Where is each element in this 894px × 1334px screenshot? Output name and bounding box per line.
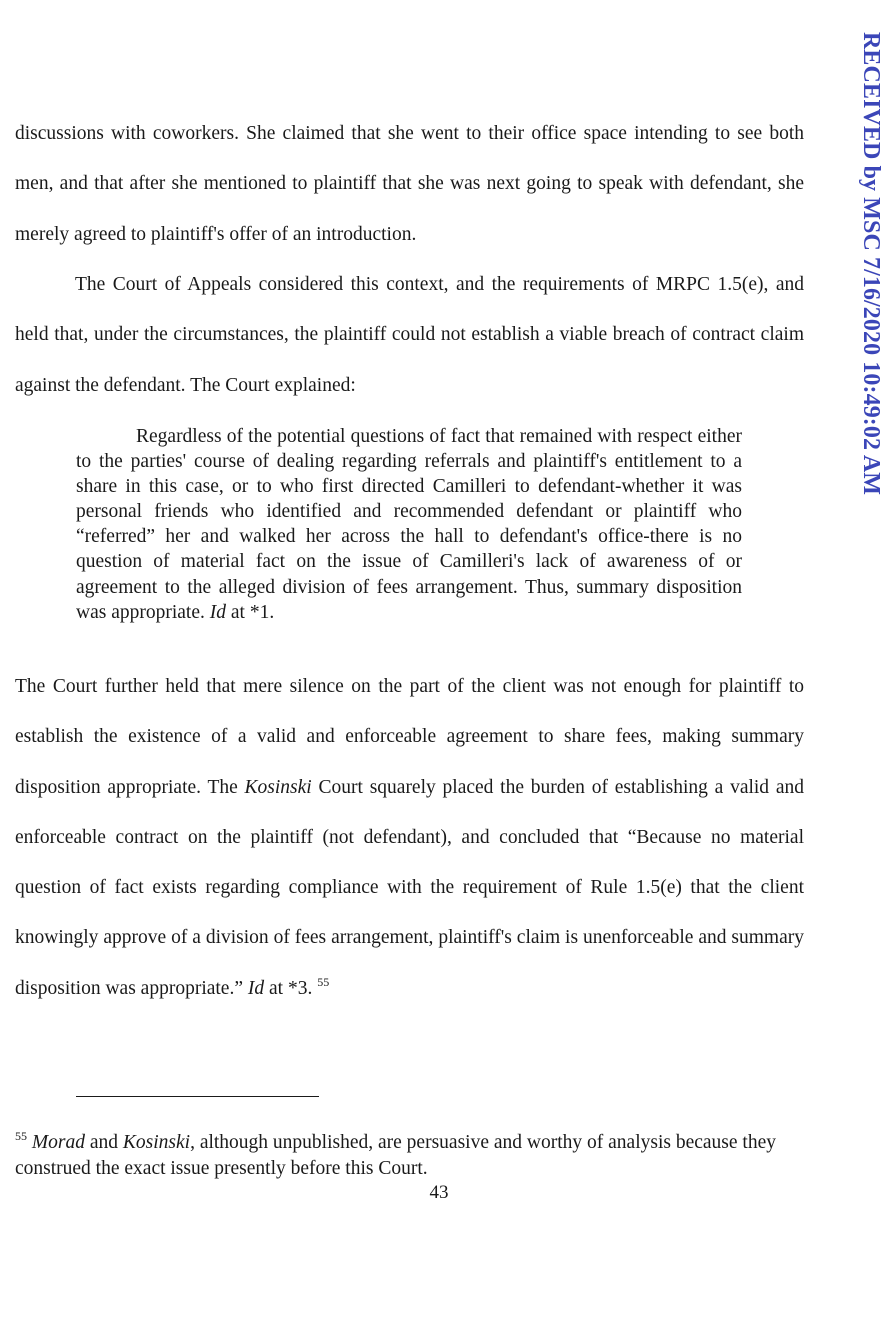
- block-quote: [76, 424, 742, 625]
- footnote-text-b: , although unpublished, are persuasive and worthy of analysis because they construed the exact issue presently before this Court.: [15, 1132, 776, 1179]
- paragraph-3-text-c: at *3.: [264, 977, 313, 999]
- blockquote-text: Regardless of the potential questions of fact that remained with respect either to the parties' course of dealing regarding referrals and plaintiff's entitlement to a share in this case, or to who first directed Camilleri to defendant-whether it was personal friends who identified and recommended defendant or plaintiff who “referred” her and walked her across the hall to defendant's office-there is no question of material fact on the issue of Camilleri's lack of awareness of or agreement to the alleged division of fees arrangement. Thus, summary disposition was appropriate.: [76, 426, 742, 623]
- footnote-case-morad: Morad: [31, 1132, 85, 1153]
- footnote-reference[interactable]: 55: [317, 974, 330, 989]
- page-number: 43: [429, 1182, 449, 1203]
- received-stamp: RECEIVED by MSC 7/16/2020 10:49:02 AM: [858, 32, 884, 496]
- footnote-case-kosinski: Kosinski: [122, 1132, 191, 1153]
- blockquote-citation-pin: at *1.: [226, 601, 275, 623]
- footnote-number: 55: [15, 1129, 27, 1143]
- body-paragraph-1: [15, 109, 804, 260]
- paragraph-3-text-a: The Court further held that mere silence on the part of the client was not enough for plaintiff to establish the existence of a valid and enforceable agreement to share fees, making summary disposition appropriate. The: [15, 676, 804, 798]
- body-paragraph-2: [15, 260, 804, 411]
- citation-id: Id: [247, 977, 265, 999]
- blockquote-citation-id: Id: [209, 601, 226, 623]
- body-paragraph-3: [15, 662, 804, 1014]
- footnote-text-a: and: [84, 1132, 123, 1153]
- case-name-kosinski: Kosinski: [244, 776, 312, 798]
- footnote: [15, 1130, 795, 1181]
- paragraph-1-text: discussions with coworkers. She claimed that she went to their office space intending to see both men, and that after she mentioned to plaintiff that she was next going to speak with defendant, she merely agreed to plaintiff's offer of an introduction.: [15, 123, 804, 245]
- footnote-separator: [76, 1096, 319, 1097]
- paragraph-2-text: The Court of Appeals considered this context, and the requirements of MRPC 1.5(e), and held that, under the circumstances, the plaintiff could not establish a viable breach of contract claim against the defendant. The Court explained:: [15, 274, 804, 396]
- paragraph-3-text-b: Court squarely placed the burden of establishing a valid and enforceable contract on the plaintiff (not defendant), and concluded that “Because no material question of fact exists regarding compliance with the requirement of Rule 1.5(e) that the client knowingly approve of a division of fees arrangement, plaintiff's claim is unenforceable and summary disposition was appropriate.”: [15, 776, 804, 999]
